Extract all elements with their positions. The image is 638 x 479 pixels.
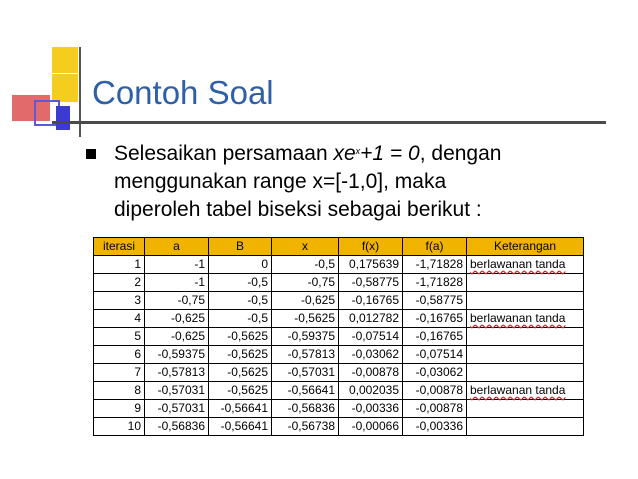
table-cell: -0,00878	[403, 382, 467, 400]
table-cell: -0,5	[209, 310, 272, 328]
table-cell: 4	[94, 310, 145, 328]
table-cell: -1	[145, 256, 209, 274]
table-cell: -0,59375	[272, 328, 339, 346]
header-x: x	[272, 238, 339, 256]
table-cell: -0,58775	[339, 274, 403, 292]
table-cell: -0,00336	[403, 418, 467, 436]
table-cell	[467, 400, 584, 418]
table-cell: -0,03062	[403, 364, 467, 382]
table-cell	[467, 292, 584, 310]
keterangan-text: berlawanan tanda	[470, 257, 566, 271]
table-cell: -0,56836	[145, 418, 209, 436]
problem-line-1: Selesaikan persamaan $xe^x+1 = 0$, dengan	[114, 142, 502, 165]
table-row	[94, 364, 584, 382]
table-cell: -0,16765	[403, 310, 467, 328]
table-cell: -1,71828	[403, 256, 467, 274]
table-cell: 9	[94, 400, 145, 418]
table-cell: -0,75	[145, 292, 209, 310]
table-cell	[467, 346, 584, 364]
table-cell: -0,5	[209, 292, 272, 310]
table-row	[94, 382, 584, 400]
table-cell	[467, 256, 584, 274]
table-row	[94, 310, 584, 328]
table-cell: -0,57813	[145, 364, 209, 382]
title-rule	[52, 121, 606, 124]
table-cell: -0,16765	[339, 292, 403, 310]
table-cell: 3	[94, 292, 145, 310]
table-cell: -0,00066	[339, 418, 403, 436]
deco-square-yellow-top	[52, 47, 78, 73]
header-b: B	[209, 238, 272, 256]
table-cell: 0,012782	[339, 310, 403, 328]
table-cell: -0,00336	[339, 400, 403, 418]
table-cell: -0,07514	[403, 346, 467, 364]
table-cell: -0,57813	[272, 346, 339, 364]
table-cell: -0,5625	[209, 382, 272, 400]
table-cell: -1	[145, 274, 209, 292]
deco-square-blue	[56, 106, 70, 130]
table-row	[94, 256, 584, 274]
table-cell: -0,57031	[145, 382, 209, 400]
table-row	[94, 274, 584, 292]
table-cell	[467, 310, 584, 328]
table-cell: -0,57031	[272, 364, 339, 382]
keterangan-text: berlawanan tanda	[470, 383, 566, 397]
table-cell: -0,625	[145, 328, 209, 346]
table-cell: 6	[94, 346, 145, 364]
table-cell: -0,07514	[339, 328, 403, 346]
keterangan-text: berlawanan tanda	[470, 311, 566, 325]
table-cell: -0,16765	[403, 328, 467, 346]
table-cell	[467, 382, 584, 400]
table-cell: 0	[209, 256, 272, 274]
table-cell: 0,175639	[339, 256, 403, 274]
table-cell	[467, 418, 584, 436]
deco-square-yellow-left	[52, 74, 78, 102]
table-cell: -0,00878	[339, 364, 403, 382]
table-cell: -0,5625	[209, 346, 272, 364]
table-cell: -0,58775	[403, 292, 467, 310]
table-cell: -0,5625	[209, 328, 272, 346]
table-cell	[467, 328, 584, 346]
header-fa: f(a)	[403, 238, 467, 256]
table-cell: -0,56641	[209, 418, 272, 436]
table-row	[94, 400, 584, 418]
table-cell	[467, 364, 584, 382]
table-cell: 2	[94, 274, 145, 292]
bisection-table	[93, 237, 584, 436]
table-cell: 10	[94, 418, 145, 436]
table-cell: -1,71828	[403, 274, 467, 292]
table-cell: -0,56836	[272, 400, 339, 418]
header-fx: f(x)	[339, 238, 403, 256]
table-cell	[467, 274, 584, 292]
table-cell: -0,75	[272, 274, 339, 292]
header-keterangan: Keterangan	[467, 238, 584, 256]
table-cell: 0,002035	[339, 382, 403, 400]
table-cell: -0,625	[145, 310, 209, 328]
table-cell: -0,03062	[339, 346, 403, 364]
problem-text	[114, 140, 614, 224]
table-cell: 8	[94, 382, 145, 400]
table-row	[94, 292, 584, 310]
bullet-square-icon	[86, 149, 96, 159]
table-row	[94, 346, 584, 364]
problem-line-3: diperoleh tabel biseksi sebagai berikut :	[114, 198, 482, 221]
table-cell: -0,56641	[272, 382, 339, 400]
table-cell: -0,56641	[209, 400, 272, 418]
header-a: a	[145, 238, 209, 256]
table-cell: -0,59375	[145, 346, 209, 364]
table-row	[94, 328, 584, 346]
table-cell: 7	[94, 364, 145, 382]
table-cell: -0,56738	[272, 418, 339, 436]
table-cell: 1	[94, 256, 145, 274]
table-header-row	[94, 238, 584, 256]
table-cell: 5	[94, 328, 145, 346]
table-cell: -0,5625	[209, 364, 272, 382]
problem-line-2: menggunakan range x=[-1,0], maka	[114, 170, 447, 193]
table-cell: -0,00878	[403, 400, 467, 418]
table-cell: -0,625	[272, 292, 339, 310]
table-cell: -0,5625	[272, 310, 339, 328]
table-cell: -0,5	[209, 274, 272, 292]
table-cell: -0,57031	[145, 400, 209, 418]
slide-title: Contoh Soal	[92, 74, 274, 111]
table-row	[94, 418, 584, 436]
header-iterasi: iterasi	[94, 238, 145, 256]
table-cell: -0,5	[272, 256, 339, 274]
